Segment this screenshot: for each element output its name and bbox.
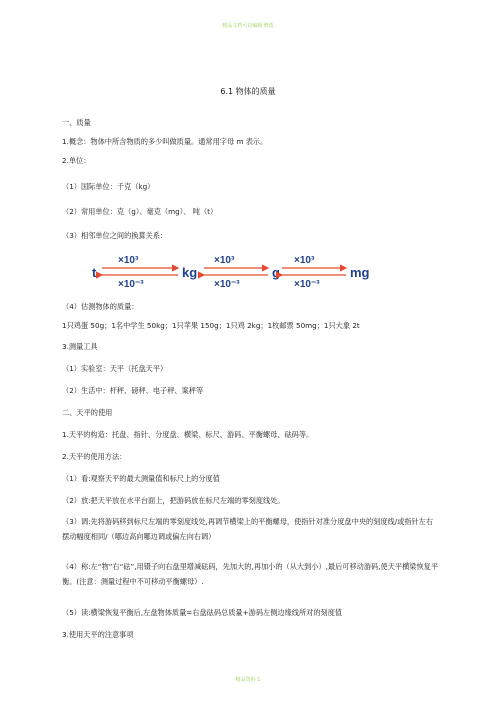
section-heading-mass: 一、质量 <box>62 118 91 127</box>
unit-mg: mg <box>350 265 370 280</box>
factor-kg-g-up: ×10³ <box>214 255 235 266</box>
factor-t-kg-up: ×10³ <box>118 255 139 266</box>
unit-kg: kg <box>182 265 198 280</box>
step-weigh: （4）称:左“物”右“砝”,用镊子向右盘里增减砝码，先加大的,再加小的（从大到小）,最后可移动游码,使天平横梁恢复平衡。(注意：测量过程中不可移动平衡螺母）. <box>62 562 439 586</box>
section-heading-balance: 二、天平的使用 <box>62 408 113 417</box>
unit-g: g <box>272 265 280 280</box>
unit-heading: 2.单位： <box>62 156 91 165</box>
estimate-heading: （4）估测物体的质量： <box>62 302 139 311</box>
tools-heading: 3.测量工具 <box>62 342 98 351</box>
step-place: （2）放:把天平放在水平台面上，把游码放在标尺左端的零刻度线处。 <box>62 496 285 505</box>
step-adjust: （3）调:先将游码移到标尺左端的零刻度线处,再调节横梁上的平衡螺母，使指针对准分度盘中央的刻度线/或指针左右摆动幅度相同/（哪边高向哪边调或偏左向右调） <box>62 517 434 541</box>
si-unit: （1）国际单位：千克（kg） <box>62 182 155 191</box>
conversion-heading: （3）相邻单位之间的换算关系： <box>62 231 168 240</box>
life-tools: （2）生活中：杆秤、磅秤、电子秤、案秤等 <box>62 386 204 395</box>
mass-concept: 1.概念：物体中所含物质的多少叫做质量。通常用字母 m 表示。 <box>62 137 268 146</box>
method-heading: 2.天平的使用方法： <box>62 452 127 461</box>
common-units: （2）常用单位：克（g）、毫克（mg）、 吨（t） <box>62 207 218 216</box>
factor-kg-g-down: ×10⁻³ <box>214 279 240 290</box>
factor-g-mg-up: ×10³ <box>294 255 315 266</box>
lab-tool: （1）实验室：天平（托盘天平） <box>62 364 168 373</box>
page-header-note: 精品文档可以编辑 修改 <box>222 23 274 29</box>
page-footer: 精品资料 1 <box>235 677 261 683</box>
step-read: （5）读:横梁恢复平衡后,左盘物体质量=右盘砝码总质量+游码左侧边缘线所对的刻度值 <box>62 608 343 617</box>
estimates: 1只鸡蛋 50g；1名中学生 50kg；1只苹果 150g；1只鸡 2kg；1枚邮票 50mg；1只大象 2t <box>62 321 360 330</box>
balance-structure: 1.天平的构造：托盘、指针、分度盘、横梁、标尺、游码、平衡螺母、砝码等。 <box>62 430 314 439</box>
unit-conversion-diagram <box>88 252 388 292</box>
page-title: 6.1 物体的质量 <box>220 87 276 96</box>
notes-heading: 3.使用天平的注意事项 <box>62 630 134 639</box>
step-look: （1）看:观察天平的最大测量值和标尺上的分度值 <box>62 474 220 483</box>
factor-g-mg-down: ×10⁻³ <box>294 279 320 290</box>
unit-t: t <box>92 265 97 280</box>
factor-t-kg-down: ×10⁻³ <box>118 279 144 290</box>
